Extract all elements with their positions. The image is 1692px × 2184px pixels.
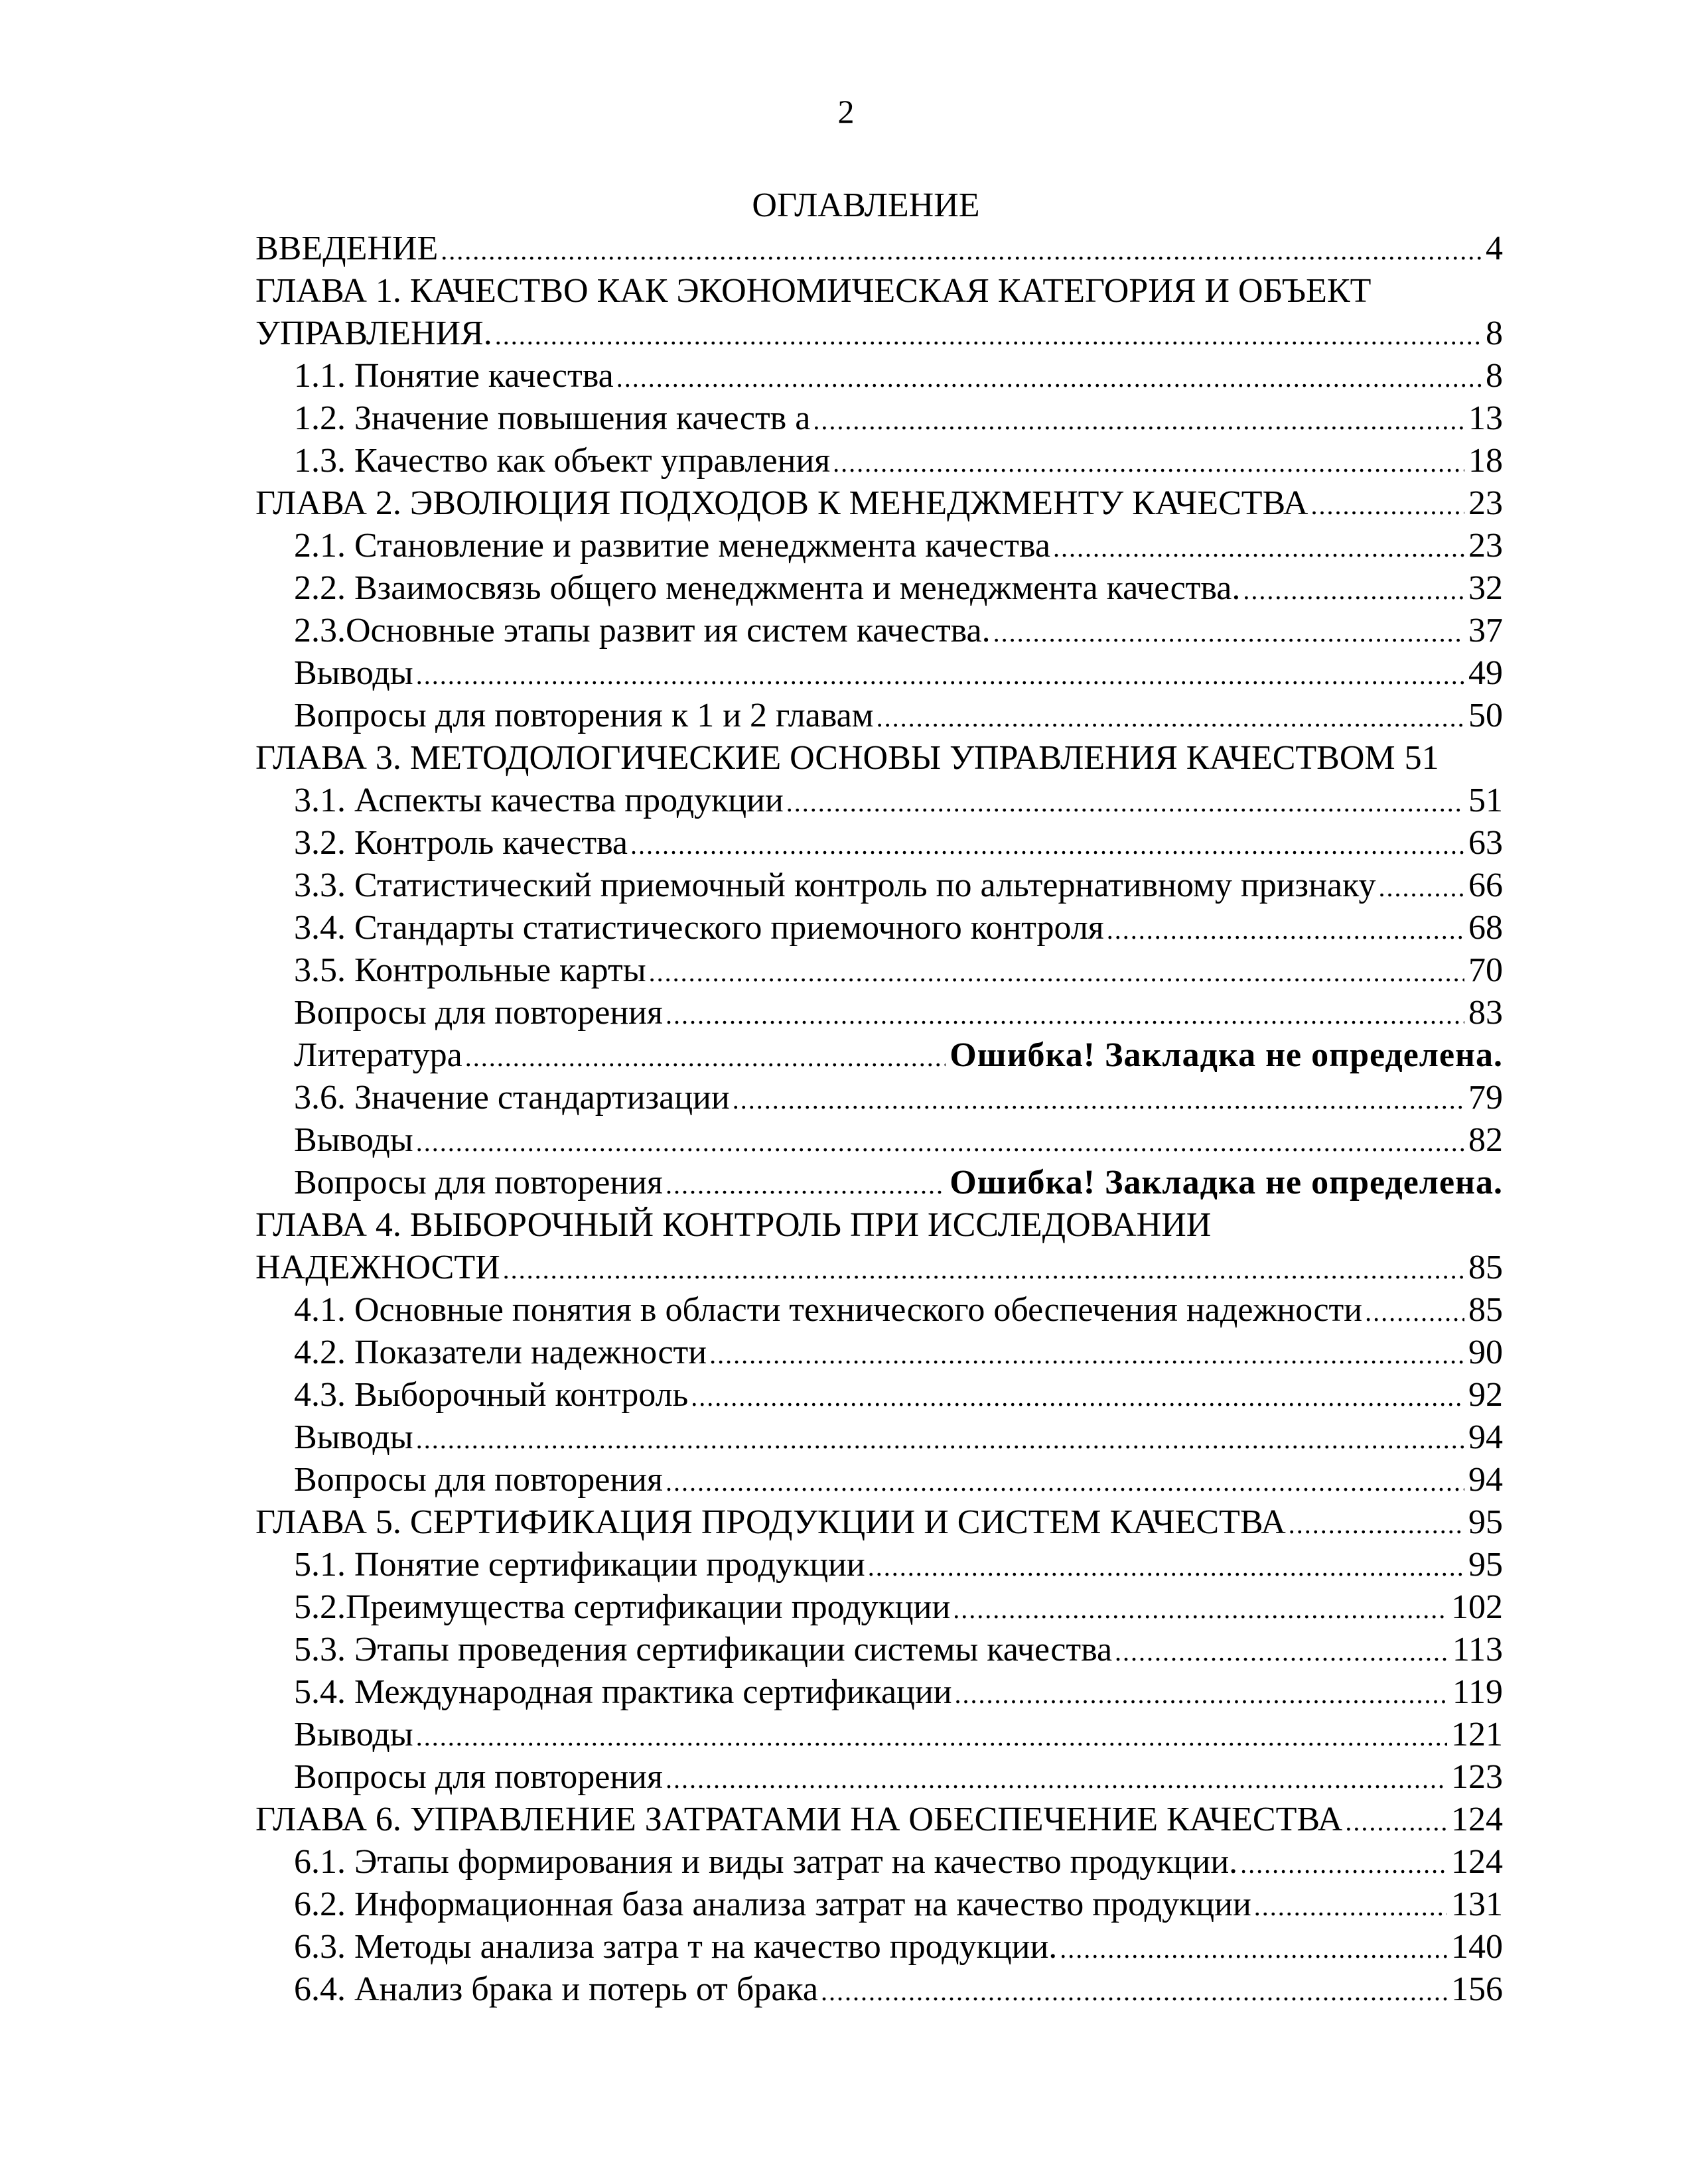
toc-entry-review-questions[interactable] bbox=[255, 1459, 1503, 1501]
dot-leader bbox=[503, 1249, 1464, 1291]
toc-entry-review-questions[interactable] bbox=[255, 695, 1503, 737]
toc-entry-3-3[interactable] bbox=[255, 864, 1503, 907]
toc-entry-4-2[interactable] bbox=[255, 1331, 1503, 1374]
toc-entry-label: 5.4. Международная практика сертификации bbox=[294, 1673, 952, 1711]
dot-leader bbox=[495, 314, 1482, 357]
dot-leader bbox=[416, 1716, 1447, 1758]
toc-entry-label: ГЛАВА 4. ВЫБОРОЧНЫЙ КОНТРОЛЬ ПРИ ИССЛЕДОВАНИИ bbox=[255, 1206, 1212, 1244]
toc-entry-label: НАДЕЖНОСТИ bbox=[255, 1249, 500, 1286]
toc-entry-label: 6.1. Этапы формирования и виды затрат на качество продукции. bbox=[294, 1843, 1238, 1881]
toc-entry-chapter-1-line-1[interactable] bbox=[255, 270, 1503, 312]
toc-entry-page: 66 bbox=[1468, 866, 1503, 904]
dot-leader bbox=[709, 1333, 1464, 1376]
toc-entry-conclusions[interactable] bbox=[255, 652, 1503, 695]
dot-leader bbox=[691, 1376, 1464, 1418]
toc-entry-page: 119 bbox=[1452, 1673, 1503, 1711]
toc-entry-chapter-3[interactable] bbox=[255, 737, 1503, 780]
toc-entry-label: 4.2. Показатели надежности bbox=[294, 1333, 707, 1371]
dot-leader bbox=[616, 357, 1482, 399]
dot-leader bbox=[649, 951, 1464, 994]
toc-entry-5-4[interactable] bbox=[255, 1671, 1503, 1714]
toc-entry-5-3[interactable] bbox=[255, 1629, 1503, 1671]
toc-entry-review-questions[interactable] bbox=[255, 1162, 1503, 1204]
toc-entry-label: 3.2. Контроль качества bbox=[294, 824, 628, 862]
dot-leader bbox=[666, 1461, 1464, 1503]
toc-entry-page: 124 bbox=[1451, 1843, 1503, 1881]
toc-entry-review-questions[interactable] bbox=[255, 1756, 1503, 1799]
toc-entry-label: 5.3. Этапы проведения сертификации системы качества bbox=[294, 1631, 1113, 1669]
toc-entry-label: Вопросы для повторения bbox=[294, 1164, 663, 1201]
toc-entry-3-1[interactable] bbox=[255, 780, 1503, 822]
toc-entry-label: 3.4. Стандарты статистического приемочного контроля bbox=[294, 909, 1104, 947]
dot-leader bbox=[1243, 569, 1464, 612]
toc-entry-page: 92 bbox=[1468, 1376, 1503, 1414]
toc-entry-page: 94 bbox=[1468, 1418, 1503, 1456]
dot-leader bbox=[1365, 1291, 1464, 1333]
toc-entry-page: 95 bbox=[1468, 1546, 1503, 1584]
toc-entry-page: 95 bbox=[1468, 1503, 1503, 1541]
toc-entry-page: 51 bbox=[1468, 782, 1503, 819]
dot-leader bbox=[786, 782, 1464, 824]
toc-entry-page: 68 bbox=[1468, 909, 1503, 947]
dot-leader bbox=[993, 612, 1464, 654]
dot-leader bbox=[416, 654, 1464, 697]
dot-leader bbox=[441, 230, 1482, 272]
toc-entry-label: 3.6. Значение стандартизации bbox=[294, 1079, 730, 1117]
bookmark-error-text: Ошибка! Закладка не определена. bbox=[950, 1164, 1503, 1201]
toc-entry-label: 1.3. Качество как объект управления bbox=[294, 442, 831, 480]
dot-leader bbox=[813, 399, 1464, 442]
toc-entry-page: 102 bbox=[1451, 1588, 1503, 1626]
toc-entry-1-3[interactable] bbox=[255, 440, 1503, 482]
toc-entry-page: 50 bbox=[1468, 697, 1503, 734]
toc-entry-label: 5.1. Понятие сертификации продукции bbox=[294, 1546, 865, 1584]
dot-leader bbox=[1345, 1801, 1447, 1843]
toc-entry-2-1[interactable] bbox=[255, 525, 1503, 567]
toc-entry-page: 79 bbox=[1468, 1079, 1503, 1117]
dot-leader bbox=[666, 994, 1464, 1036]
dot-leader bbox=[1379, 866, 1464, 909]
toc-entry-page: 124 bbox=[1451, 1801, 1503, 1838]
toc-entry-label: 4.3. Выборочный контроль bbox=[294, 1376, 689, 1414]
toc-entry-review-questions[interactable] bbox=[255, 992, 1503, 1034]
toc-entry-label: ГЛАВА 3. МЕТОДОЛОГИЧЕСКИЕ ОСНОВЫ УПРАВЛЕНИЯ КАЧЕСТВОМ bbox=[255, 739, 1395, 777]
toc-entry-4-1[interactable] bbox=[255, 1289, 1503, 1331]
toc-entry-label: 6.2. Информационная база анализа затрат на качество продукции bbox=[294, 1885, 1251, 1923]
toc-entry-label: 3.3. Статистический приемочный контроль по альтернативному признаку bbox=[294, 866, 1376, 904]
toc-entry-literature[interactable] bbox=[255, 1034, 1503, 1077]
dot-leader bbox=[1053, 527, 1464, 569]
dot-leader bbox=[733, 1079, 1464, 1121]
toc-entry-label: Выводы bbox=[294, 1418, 413, 1456]
dot-leader bbox=[821, 1970, 1447, 2013]
toc-entry-5-1[interactable] bbox=[255, 1544, 1503, 1586]
dot-leader bbox=[955, 1673, 1448, 1716]
dot-leader bbox=[416, 1418, 1464, 1461]
dot-leader bbox=[1310, 484, 1464, 527]
toc-entry-page: 83 bbox=[1468, 994, 1503, 1032]
dot-leader bbox=[877, 697, 1464, 739]
toc-entry-chapter-5[interactable] bbox=[255, 1501, 1503, 1544]
toc-entry-page: 51 bbox=[1404, 739, 1439, 777]
dot-leader bbox=[666, 1758, 1447, 1801]
dot-leader bbox=[1115, 1631, 1448, 1673]
toc-entry-label: ГЛАВА 1. КАЧЕСТВО КАК ЭКОНОМИЧЕСКАЯ КАТЕГОРИЯ И ОБЪЕКТ bbox=[255, 272, 1372, 310]
toc-entry-label: 5.2.Преимущества сертификации продукции bbox=[294, 1588, 951, 1626]
toc-entry-label: 1.1. Понятие качества bbox=[294, 357, 614, 395]
dot-leader bbox=[1107, 909, 1464, 951]
toc-title: ОГЛАВЛЕНИЕ bbox=[752, 186, 980, 224]
toc-entry-page: 94 bbox=[1468, 1461, 1503, 1499]
toc-entry-chapter-2[interactable] bbox=[255, 482, 1503, 525]
toc-entry-3-2[interactable] bbox=[255, 822, 1503, 864]
toc-entry-3-5[interactable] bbox=[255, 949, 1503, 992]
toc-entry-page: 4 bbox=[1486, 230, 1503, 267]
dot-leader bbox=[1289, 1503, 1464, 1546]
toc-entry-page: 90 bbox=[1468, 1333, 1503, 1371]
dot-leader bbox=[1060, 1928, 1447, 1970]
toc-entry-page: 113 bbox=[1452, 1631, 1503, 1669]
toc-entry-introduction[interactable] bbox=[255, 228, 1503, 270]
toc-entry-page: 32 bbox=[1468, 569, 1503, 607]
toc-entry-2-3[interactable] bbox=[255, 610, 1503, 652]
toc-entry-1-1[interactable] bbox=[255, 355, 1503, 397]
toc-entry-page: 37 bbox=[1468, 612, 1503, 649]
toc-entry-label: Вопросы для повторения bbox=[294, 1461, 663, 1499]
toc-entry-label: 1.2. Значение повышения качеств а bbox=[294, 399, 811, 437]
toc-entry-conclusions[interactable] bbox=[255, 1416, 1503, 1459]
toc-entry-page: 131 bbox=[1451, 1885, 1503, 1923]
toc-entry-6-2[interactable] bbox=[255, 1883, 1503, 1926]
toc-entry-label: ГЛАВА 5. СЕРТИФИКАЦИЯ ПРОДУКЦИИ И СИСТЕМ КАЧЕСТВА bbox=[255, 1503, 1286, 1541]
toc-entry-label: 6.4. Анализ брака и потерь от брака bbox=[294, 1970, 818, 2008]
toc-entry-6-4[interactable] bbox=[255, 1968, 1503, 2011]
toc-entry-label: ВВЕДЕНИЕ bbox=[255, 230, 439, 267]
toc-entry-page: 23 bbox=[1468, 527, 1503, 565]
toc-entry-conclusions[interactable] bbox=[255, 1119, 1503, 1162]
table-of-contents bbox=[255, 228, 1503, 2011]
toc-entry-6-1[interactable] bbox=[255, 1841, 1503, 1883]
dot-leader bbox=[953, 1588, 1447, 1631]
toc-entry-label: ГЛАВА 2. ЭВОЛЮЦИЯ ПОДХОДОВ К МЕНЕДЖМЕНТУ КАЧЕСТВА bbox=[255, 484, 1308, 522]
toc-entry-page: 8 bbox=[1486, 314, 1503, 352]
toc-entry-5-2[interactable] bbox=[255, 1586, 1503, 1629]
toc-entry-label: 6.3. Методы анализа затра т на качество продукции. bbox=[294, 1928, 1058, 1966]
dot-leader bbox=[833, 442, 1464, 484]
toc-entry-label: Выводы bbox=[294, 1121, 413, 1159]
toc-entry-6-3[interactable] bbox=[255, 1926, 1503, 1968]
toc-entry-page: 23 bbox=[1468, 484, 1503, 522]
toc-entry-4-3[interactable] bbox=[255, 1374, 1503, 1416]
toc-entry-page: 18 bbox=[1468, 442, 1503, 480]
toc-entry-label: Вопросы для повторения bbox=[294, 1758, 663, 1796]
toc-entry-label: 2.1. Становление и развитие менеджмента качества bbox=[294, 527, 1050, 565]
toc-entry-page: 70 bbox=[1468, 951, 1503, 989]
toc-entry-label: ГЛАВА 6. УПРАВЛЕНИЕ ЗАТРАТАМИ НА ОБЕСПЕЧЕНИЕ КАЧЕСТВА bbox=[255, 1801, 1343, 1838]
toc-entry-conclusions[interactable] bbox=[255, 1714, 1503, 1756]
toc-entry-page: 8 bbox=[1486, 357, 1503, 395]
dot-leader bbox=[1254, 1885, 1447, 1928]
toc-entry-label: Вопросы для повторения к 1 и 2 главам bbox=[294, 697, 874, 734]
dot-leader bbox=[1240, 1843, 1447, 1885]
toc-entry-page: 121 bbox=[1451, 1716, 1503, 1753]
toc-entry-chapter-6[interactable] bbox=[255, 1799, 1503, 1841]
dot-leader bbox=[868, 1546, 1464, 1588]
bookmark-error-text: Ошибка! Закладка не определена. bbox=[950, 1036, 1503, 1074]
toc-entry-3-6[interactable] bbox=[255, 1077, 1503, 1119]
toc-entry-chapter-4[interactable] bbox=[255, 1247, 1503, 1289]
toc-entry-page: 85 bbox=[1468, 1291, 1503, 1329]
page-number: 2 bbox=[837, 93, 855, 130]
dot-leader bbox=[630, 824, 1464, 866]
toc-entry-label: 2.2. Взаимосвязь общего менеджмента и менеджмента качества. bbox=[294, 569, 1241, 607]
toc-entry-label: Выводы bbox=[294, 1716, 413, 1753]
toc-entry-page: 123 bbox=[1451, 1758, 1503, 1796]
toc-entry-label: УПРАВЛЕНИЯ. bbox=[255, 314, 492, 352]
toc-entry-chapter-4-line-1[interactable] bbox=[255, 1204, 1503, 1247]
dot-leader bbox=[465, 1036, 946, 1079]
toc-entry-3-4[interactable] bbox=[255, 907, 1503, 949]
toc-entry-page: 85 bbox=[1468, 1249, 1503, 1286]
toc-entry-page: 140 bbox=[1451, 1928, 1503, 1966]
toc-entry-label: 4.1. Основные понятия в области технического обеспечения надежности bbox=[294, 1291, 1363, 1329]
toc-entry-page: 82 bbox=[1468, 1121, 1503, 1159]
toc-entry-page: 156 bbox=[1451, 1970, 1503, 2008]
toc-entry-2-2[interactable] bbox=[255, 567, 1503, 610]
toc-entry-label: 2.3.Основные этапы развит ия систем качества. bbox=[294, 612, 991, 649]
toc-entry-label: 3.5. Контрольные карты bbox=[294, 951, 646, 989]
dot-leader bbox=[416, 1121, 1464, 1164]
toc-entry-1-2[interactable] bbox=[255, 397, 1503, 440]
toc-entry-page: 63 bbox=[1468, 824, 1503, 862]
toc-entry-chapter-1[interactable] bbox=[255, 312, 1503, 355]
toc-entry-page: 13 bbox=[1468, 399, 1503, 437]
toc-entry-label: Выводы bbox=[294, 654, 413, 692]
dot-leader bbox=[666, 1164, 946, 1206]
toc-entry-page: 49 bbox=[1468, 654, 1503, 692]
toc-entry-label: Литература bbox=[294, 1036, 462, 1074]
toc-entry-label: Вопросы для повторения bbox=[294, 994, 663, 1032]
toc-entry-label: 3.1. Аспекты качества продукции bbox=[294, 782, 784, 819]
